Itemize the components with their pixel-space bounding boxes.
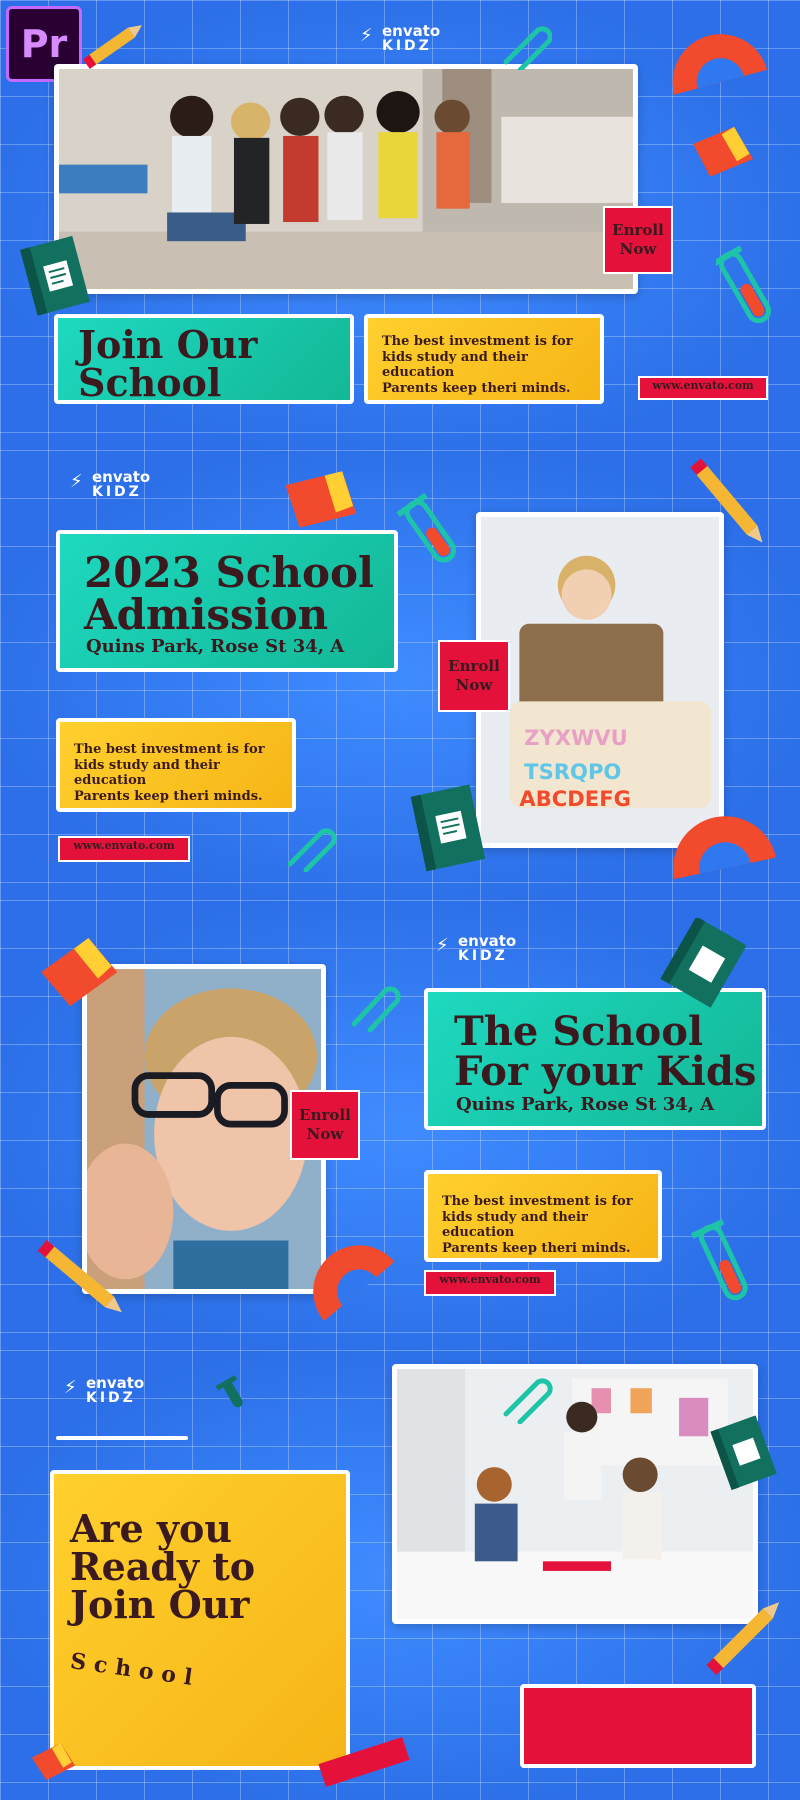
notebook-icon	[404, 780, 490, 876]
enroll-now-button[interactable]: Enroll Now	[290, 1090, 360, 1160]
envato-mark-icon: ⚡	[436, 935, 449, 956]
svg-text:TSRQPO: TSRQPO	[524, 759, 622, 785]
paperclip-icon	[344, 974, 404, 1034]
envato-kidz-logo: ⚡ envato KIDZ	[360, 22, 441, 54]
website-link[interactable]: www.envato.com	[424, 1270, 556, 1296]
blurb-box	[56, 718, 296, 812]
blurb-text: The best investment is for kids study and their education Parents keep theri minds.	[74, 742, 265, 804]
ruler-protractor-icon	[296, 1230, 406, 1320]
slide-2023-admission	[0, 450, 800, 900]
ruler-protractor-icon	[660, 798, 790, 888]
animated-school-word: School	[68, 1648, 202, 1692]
website-link[interactable]: www.envato.com	[58, 836, 190, 862]
notebook-icon	[660, 918, 746, 1008]
title-box	[424, 988, 766, 1130]
test-tube-icon	[690, 1216, 760, 1316]
test-tube-icon	[716, 244, 776, 334]
slide-join-our-school	[0, 0, 800, 450]
notebook-icon	[708, 1414, 778, 1494]
paperclip-icon	[498, 1374, 558, 1424]
envato-mark-icon: ⚡	[70, 471, 83, 492]
enroll-now-button[interactable]: Enroll Now	[603, 206, 673, 274]
sharpener-icon	[282, 470, 366, 530]
test-tube-icon	[214, 1374, 254, 1414]
address: Quins Park, Rose St 34, A	[86, 636, 345, 657]
blurb-text: The best investment is for kids study and their education Parents keep theri minds.	[382, 334, 573, 396]
pencil-icon	[80, 14, 150, 74]
slide-title: Join Our School	[78, 322, 258, 405]
enroll-banner[interactable]	[520, 1684, 756, 1768]
slide-school-for-kids	[0, 900, 800, 1350]
address: Quins Park, Rose St 34, A	[456, 1094, 715, 1115]
slide-ready-to-join	[0, 1350, 800, 1800]
envato-kidz-logo: ⚡ envato KIDZ	[436, 932, 517, 964]
slide-title: Are you Ready to Join Our	[70, 1506, 256, 1627]
notebook-icon	[16, 234, 92, 318]
pencil-icon	[676, 450, 786, 560]
envato-mark-icon: ⚡	[360, 25, 373, 46]
kids-classroom-photo	[54, 64, 638, 294]
title-box	[50, 1470, 350, 1770]
title-box	[56, 530, 398, 672]
divider-line	[56, 1436, 188, 1440]
sharpener-icon	[30, 1740, 80, 1780]
envato-kidz-logo: ⚡ envato KIDZ	[70, 468, 151, 500]
blurb-box	[424, 1170, 662, 1262]
sharpener-icon	[40, 930, 130, 1010]
svg-text:ABCDEFG: ABCDEFG	[519, 787, 631, 813]
title-box	[54, 314, 354, 404]
slide-title: The School For your Kids	[454, 1008, 757, 1095]
sharpener-icon	[690, 126, 760, 176]
ruler-protractor-icon	[660, 22, 780, 102]
enroll-now-button[interactable]: Enroll Now	[438, 640, 510, 712]
pencil-icon	[30, 1230, 140, 1330]
paperclip-icon	[498, 22, 552, 70]
envato-kidz-logo: ⚡ envato KIDZ	[64, 1374, 145, 1406]
test-tube-icon	[396, 492, 466, 572]
blurb-box	[364, 314, 604, 404]
pencil-icon	[696, 1584, 796, 1684]
premiere-pro-icon: Pr	[6, 6, 82, 82]
envato-mark-icon: ⚡	[64, 1377, 77, 1398]
paperclip-icon	[282, 822, 338, 872]
svg-text:ZYXWVU: ZYXWVU	[524, 725, 628, 752]
ruler-icon	[314, 1732, 414, 1792]
slide-title: 2023 School Admission	[84, 548, 374, 639]
website-link[interactable]: www.envato.com	[638, 376, 768, 400]
blurb-text: The best investment is for kids study and their education Parents keep theri minds.	[442, 1194, 633, 1256]
